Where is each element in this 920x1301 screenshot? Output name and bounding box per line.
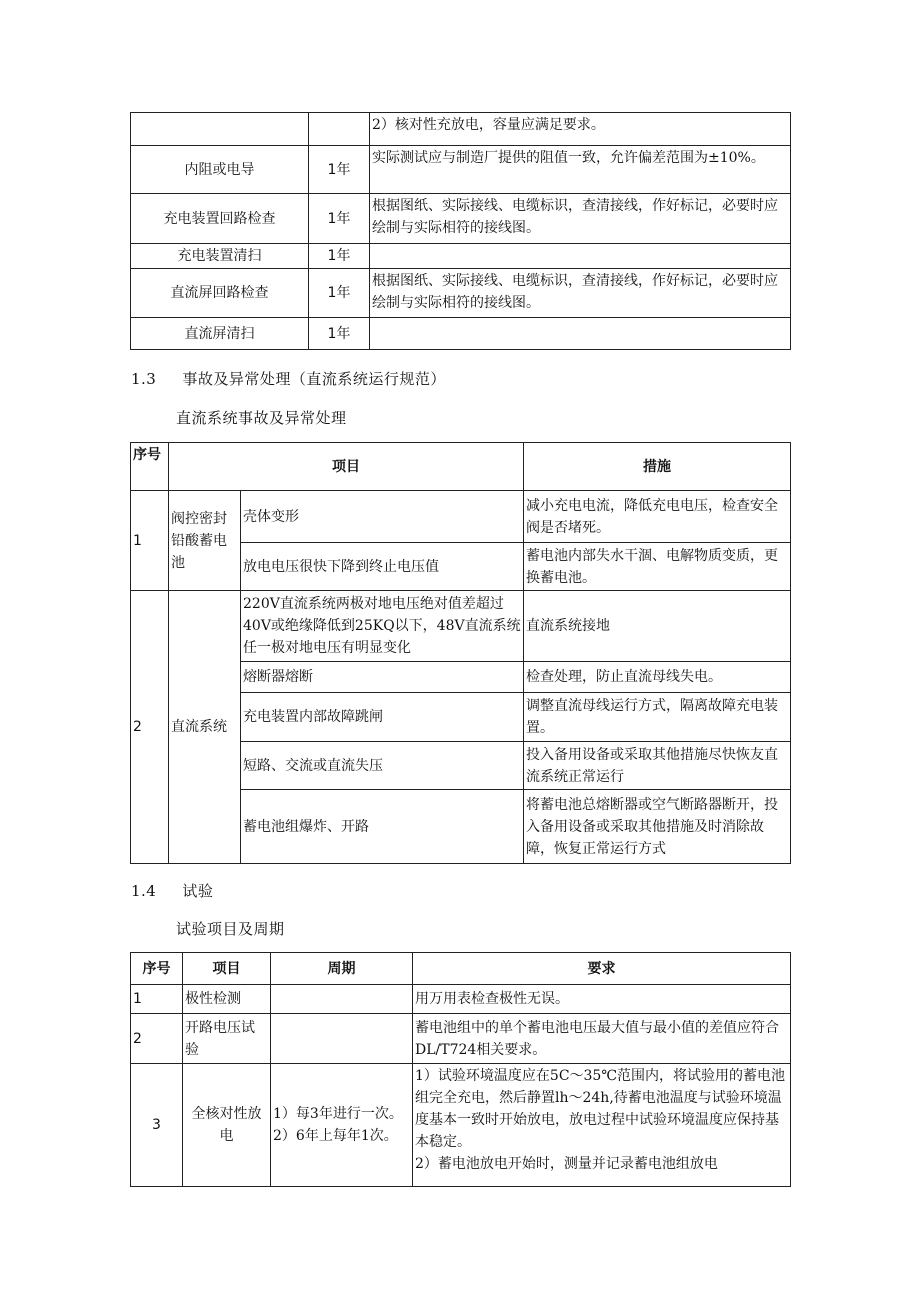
maint-req bbox=[370, 244, 791, 269]
maint-period: 1年 bbox=[309, 318, 370, 350]
header-item: 项目 bbox=[183, 953, 271, 985]
test-req bbox=[413, 1014, 791, 1064]
table-row bbox=[131, 1014, 791, 1064]
table-row bbox=[131, 269, 791, 318]
fault-seq: 1 bbox=[131, 491, 169, 591]
section-1-3-subtitle: 直流系统事故及异常处理 bbox=[176, 409, 347, 427]
test-period bbox=[271, 1064, 413, 1187]
section-1-3-heading bbox=[131, 368, 446, 390]
fault-measure: 蓄电池内部失水干涸、电解物质变质，更换蓄电池。 bbox=[524, 543, 791, 591]
maint-item bbox=[131, 113, 309, 146]
fault-item: 放电电压很快下降到终止电压值 bbox=[241, 543, 524, 591]
maint-period: 1年 bbox=[309, 194, 370, 244]
test-item: 全核对性放电 bbox=[183, 1064, 271, 1187]
fault-seq: 2 bbox=[131, 591, 169, 864]
header-req: 要求 bbox=[413, 953, 791, 985]
section-title: 试验 bbox=[182, 882, 214, 900]
section-title: 事故及异常处理（直流系统运行规范） bbox=[182, 370, 446, 388]
header-measure: 措施 bbox=[524, 443, 791, 491]
test-req bbox=[413, 1064, 791, 1187]
test-req-line: 蓄电池组中的单个蓄电池电压最大值与最小值的差值应符合DL/T724相关要求。 bbox=[415, 1019, 779, 1058]
table-row bbox=[131, 591, 791, 662]
fault-item: 蓄电池组爆炸、开路 bbox=[241, 790, 524, 864]
maint-item: 直流屏回路检查 bbox=[131, 269, 309, 318]
fault-measure: 将蓄电池总熔断器或空气断路器断开，投入备用设备或采取其他措施及时消除故障，恢复正常运行方式 bbox=[524, 790, 791, 864]
fault-item: 熔断器熔断 bbox=[241, 662, 524, 693]
fault-item: 壳体变形 bbox=[241, 491, 524, 543]
fault-category: 直流系统 bbox=[169, 591, 241, 864]
fault-measure: 直流系统接地 bbox=[524, 591, 791, 662]
fault-item: 220V直流系统两极对地电压绝对值差超过40V或绝缘降低到25KQ以下，48V直流系统任一极对地电压有明显变化 bbox=[241, 591, 524, 662]
maint-item: 直流屏清扫 bbox=[131, 318, 309, 350]
test-req-line: 用万用表检查极性无误。 bbox=[415, 991, 569, 1007]
fault-category: 阀控密封铅酸蓄电池 bbox=[169, 491, 241, 591]
table-header-row bbox=[131, 443, 791, 491]
header-item: 项目 bbox=[169, 443, 524, 491]
maint-period: 1年 bbox=[309, 146, 370, 194]
test-req bbox=[413, 985, 791, 1014]
table-row bbox=[131, 194, 791, 244]
maint-req: 根据图纸、实际接线、电缆标识，查清接线，作好标记，必要时应绘制与实际相符的接线图。 bbox=[370, 194, 791, 244]
table-row bbox=[131, 113, 791, 146]
table-row bbox=[131, 244, 791, 269]
maint-period bbox=[309, 113, 370, 146]
test-seq: 3 bbox=[131, 1064, 183, 1187]
header-period: 周期 bbox=[271, 953, 413, 985]
table-row bbox=[131, 318, 791, 350]
maint-item: 充电装置回路检查 bbox=[131, 194, 309, 244]
maintenance-table bbox=[130, 112, 791, 350]
test-table bbox=[130, 952, 791, 1187]
fault-table bbox=[130, 442, 791, 864]
test-period bbox=[271, 985, 413, 1014]
maint-period: 1年 bbox=[309, 244, 370, 269]
fault-measure: 调整直流母线运行方式，隔离故障充电装置。 bbox=[524, 693, 791, 742]
test-req-line: 1）试验环境温度应在5C～35℃范围内，将试验用的蓄电池组完全充电，然后静置lh～24h,待蓄电池温度与试验环境温度基本一致时开始放电，放电过程中试验环境温度应保持基本稳定。 bbox=[415, 1068, 786, 1150]
maint-req: 2）核对性充放电，容量应满足要求。 bbox=[370, 113, 791, 146]
section-number: 1.4 bbox=[131, 882, 157, 900]
table-row bbox=[131, 985, 791, 1014]
fault-measure: 检查处理，防止直流母线失电。 bbox=[524, 662, 791, 693]
table-row bbox=[131, 1064, 791, 1187]
section-1-4-subtitle: 试验项目及周期 bbox=[176, 920, 285, 938]
fault-item: 短路、交流或直流失压 bbox=[241, 742, 524, 790]
section-1-4-heading bbox=[131, 880, 213, 902]
test-period bbox=[271, 1014, 413, 1064]
test-period-line: 2）6年上每年1次。 bbox=[273, 1128, 398, 1144]
maint-item: 内阻或电导 bbox=[131, 146, 309, 194]
test-period-line: 1）每3年进行一次。 bbox=[273, 1106, 403, 1122]
table-row bbox=[131, 491, 791, 543]
fault-measure: 投入备用设备或采取其他措施尽快恢友直流系统正常运行 bbox=[524, 742, 791, 790]
table-header-row bbox=[131, 953, 791, 985]
table-row bbox=[131, 146, 791, 194]
test-item: 开路电压试验 bbox=[183, 1014, 271, 1064]
maint-item: 充电装置清扫 bbox=[131, 244, 309, 269]
header-seq: 序号 bbox=[131, 953, 183, 985]
maint-period: 1年 bbox=[309, 269, 370, 318]
test-req-line: 2）蓄电池放电开始时，测量并记录蓄电池组放电 bbox=[415, 1156, 718, 1172]
fault-measure: 减小充电电流，降低充电电压，检查安全阀是否堵死。 bbox=[524, 491, 791, 543]
test-seq: 2 bbox=[131, 1014, 183, 1064]
fault-item: 充电装置内部故障跳闸 bbox=[241, 693, 524, 742]
test-item: 极性检测 bbox=[183, 985, 271, 1014]
section-number: 1.3 bbox=[131, 370, 157, 388]
header-seq: 序号 bbox=[131, 443, 169, 491]
maint-req bbox=[370, 318, 791, 350]
maint-req: 根据图纸、实际接线、电缆标识，查清接线，作好标记，必要时应绘制与实际相符的接线图。 bbox=[370, 269, 791, 318]
maint-req: 实际测试应与制造厂提供的阻值一致，允许偏差范围为±10%。 bbox=[370, 146, 791, 194]
test-seq: 1 bbox=[131, 985, 183, 1014]
